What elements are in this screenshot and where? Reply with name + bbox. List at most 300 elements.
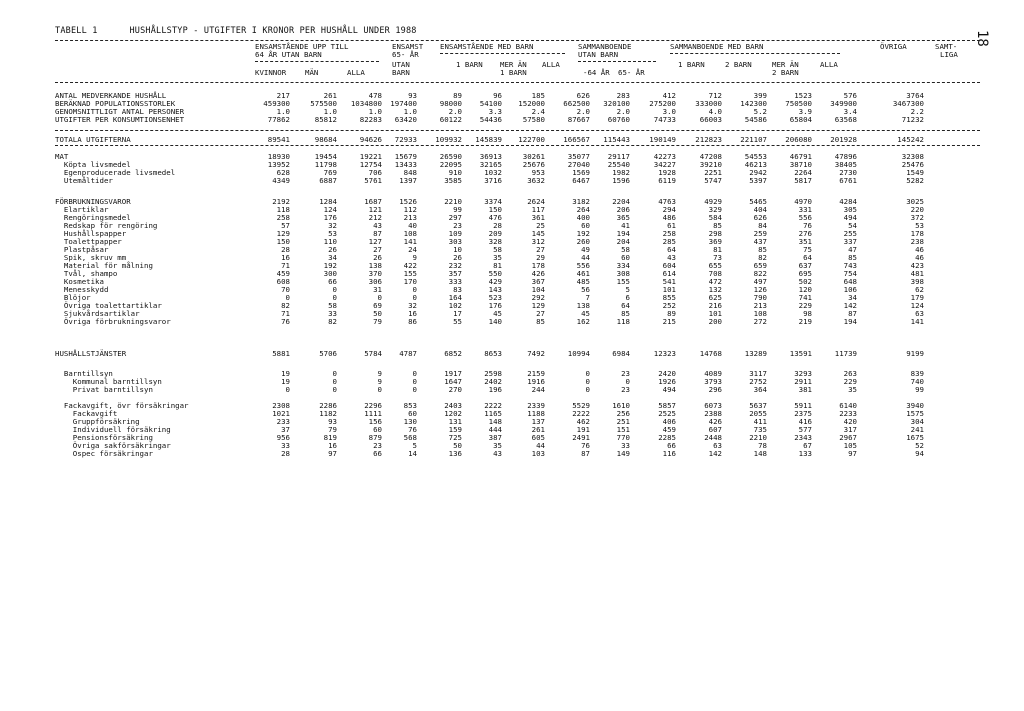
table-cell: 3716 — [484, 176, 502, 185]
table-cell: 35 — [493, 441, 502, 450]
table-cell: 5857 — [658, 401, 676, 410]
table-cell: 361 — [531, 213, 545, 222]
table-cell: 5465 — [749, 197, 767, 206]
table-cell: 1111 — [364, 409, 382, 418]
table-cell: 69 — [373, 301, 382, 310]
table-cell: 52 — [915, 441, 924, 450]
table-cell: 89 — [667, 309, 676, 318]
table-cell: 270 — [448, 385, 462, 394]
table-cell: 308 — [616, 269, 630, 278]
table-cell: 66003 — [699, 115, 722, 124]
table-cell: 372 — [910, 213, 924, 222]
table-cell: 252 — [662, 301, 676, 310]
header-age-65: 65- ÅR — [618, 68, 645, 77]
table-cell: 1523 — [794, 91, 812, 100]
table-cell: 0 — [412, 293, 417, 302]
table-cell: 4089 — [704, 369, 722, 378]
table-cell: 3632 — [527, 176, 545, 185]
row-label: FÖRBRUKNINGSVAROR — [55, 197, 131, 206]
table-cell: 604 — [662, 261, 676, 270]
table-cell: 217 — [276, 91, 290, 100]
table-cell: 63 — [713, 441, 722, 450]
table-cell: 87 — [581, 449, 590, 458]
table-cell: 178 — [531, 261, 545, 270]
table-cell: 44 — [536, 441, 545, 450]
table-cell: 57 — [281, 221, 290, 230]
row-label: Fackavgift, övr försäkringar — [55, 401, 189, 410]
table-cell: 43 — [373, 221, 382, 230]
table-cell: 6073 — [704, 401, 722, 410]
table-cell: 2730 — [839, 168, 857, 177]
row-label: Redskap för rengöring — [55, 221, 158, 230]
table-cell: 14768 — [699, 349, 722, 358]
table-cell: 406 — [662, 417, 676, 426]
table-cell: 478 — [368, 91, 382, 100]
table-cell: 124 — [910, 301, 924, 310]
table-cell: 275200 — [649, 99, 676, 108]
table-cell: 3467300 — [892, 99, 924, 108]
table-cell: 2210 — [749, 433, 767, 442]
table-cell: 283 — [616, 91, 630, 100]
table-cell: 117 — [531, 205, 545, 214]
table-cell: 541 — [662, 277, 676, 286]
table-row — [55, 386, 985, 394]
table-cell: 19 — [281, 377, 290, 386]
table-cell: 194 — [616, 229, 630, 238]
table-cell: 156 — [368, 417, 382, 426]
table-cell: 556 — [576, 261, 590, 270]
table-cell: 109 — [448, 229, 462, 238]
table-cell: 822 — [753, 269, 767, 278]
table-cell: 38710 — [789, 160, 812, 169]
page-title: TABELL 1 HUSHÅLLSTYP - UTGIFTER I KRONOR PER HUSHÅLL UNDER 1988 — [55, 26, 417, 36]
table-cell: 131 — [448, 417, 462, 426]
table-cell: 305 — [843, 205, 857, 214]
table-cell: 85 — [758, 245, 767, 254]
table-cell: 5881 — [272, 349, 290, 358]
table-cell: 2308 — [272, 401, 290, 410]
table-cell: 3585 — [444, 176, 462, 185]
table-cell: 34 — [328, 253, 337, 262]
table-cell: 15679 — [394, 152, 417, 161]
table-cell: 2.0 — [616, 107, 630, 116]
table-cell: 725 — [448, 433, 462, 442]
table-cell: 0 — [332, 369, 337, 378]
table-cell: 5706 — [319, 349, 337, 358]
table-cell: 494 — [662, 385, 676, 394]
row-label: Tvål, shampo — [55, 269, 118, 278]
table-cell: 19454 — [314, 152, 337, 161]
header-total-2: LIGA — [940, 50, 958, 59]
table-row — [55, 246, 985, 254]
table-cell: 662500 — [563, 99, 590, 108]
table-cell: 2375 — [794, 409, 812, 418]
table-cell: 33 — [281, 441, 290, 450]
table-cell: 2942 — [749, 168, 767, 177]
table-cell: 261 — [531, 425, 545, 434]
table-cell: 0 — [332, 293, 337, 302]
table-cell: 103 — [531, 449, 545, 458]
table-cell: 229 — [798, 301, 812, 310]
row-label: Menesskydd — [55, 285, 109, 294]
table-cell: 35 — [493, 253, 502, 262]
table-cell: 462 — [576, 417, 590, 426]
table-cell: 296 — [708, 385, 722, 394]
table-cell: 0 — [377, 293, 382, 302]
table-cell: 96 — [493, 91, 502, 100]
table-cell: 185 — [531, 91, 545, 100]
table-cell: 82283 — [359, 115, 382, 124]
table-cell: 99 — [453, 205, 462, 214]
table-cell: 10 — [453, 245, 462, 254]
table-cell: 576 — [843, 91, 857, 100]
table-cell: 127 — [368, 237, 382, 246]
table-cell: 2222 — [484, 401, 502, 410]
table-cell: 706 — [368, 168, 382, 177]
table-cell: 0 — [585, 377, 590, 386]
table-cell: 1926 — [658, 377, 676, 386]
table-cell: 4970 — [794, 197, 812, 206]
table-cell: 297 — [448, 213, 462, 222]
table-cell: 6984 — [612, 349, 630, 358]
table-cell: 194 — [843, 317, 857, 326]
table-cell: 399 — [753, 91, 767, 100]
table-cell: 78 — [758, 441, 767, 450]
table-cell: 367 — [531, 277, 545, 286]
table-cell: 1916 — [527, 377, 545, 386]
table-cell: 626 — [576, 91, 590, 100]
table-cell: 5637 — [749, 401, 767, 410]
table-cell: 105 — [843, 441, 857, 450]
table-cell: 2752 — [749, 377, 767, 386]
table-cell: 750500 — [785, 99, 812, 108]
table-cell: 1575 — [906, 409, 924, 418]
table-cell: 625 — [708, 293, 722, 302]
table-cell: 17 — [453, 309, 462, 318]
table-cell: 89 — [453, 91, 462, 100]
table-cell: 3.9 — [798, 107, 812, 116]
table-cell: 2055 — [749, 409, 767, 418]
row-label: Hushållspapper — [55, 229, 127, 238]
table-cell: 27 — [536, 245, 545, 254]
table-cell: 1397 — [399, 176, 417, 185]
header-men: MÄN — [305, 68, 319, 77]
table-cell: 132 — [708, 285, 722, 294]
table-cell: 2286 — [319, 401, 337, 410]
table-cell: 8653 — [484, 349, 502, 358]
table-cell: 192 — [576, 229, 590, 238]
table-cell: 77862 — [267, 115, 290, 124]
table-cell: 30261 — [522, 152, 545, 161]
table-cell: 60760 — [607, 115, 630, 124]
table-cell: 16 — [408, 309, 417, 318]
table-cell: 855 — [662, 293, 676, 302]
table-cell: 472 — [708, 277, 722, 286]
table-cell: 476 — [488, 213, 502, 222]
table-cell: 485 — [576, 277, 590, 286]
table-cell: 1917 — [444, 369, 462, 378]
header-all-2: ALLA — [542, 60, 560, 69]
table-cell: 13289 — [744, 349, 767, 358]
table-cell: 66 — [328, 277, 337, 286]
table-cell: 329 — [708, 205, 722, 214]
table-cell: 126 — [753, 285, 767, 294]
table-cell: 13952 — [267, 160, 290, 169]
table-cell: 4929 — [704, 197, 722, 206]
table-cell: 3764 — [906, 91, 924, 100]
table-cell: 43 — [667, 253, 676, 262]
table-cell: 82 — [328, 317, 337, 326]
table-cell: 12754 — [359, 160, 382, 169]
table-cell: 54436 — [479, 115, 502, 124]
table-cell: 23 — [453, 221, 462, 230]
table-cell: 76 — [408, 425, 417, 434]
table-cell: 4763 — [658, 197, 676, 206]
table-cell: 304 — [910, 417, 924, 426]
table-cell: 133 — [798, 449, 812, 458]
table-cell: 53 — [328, 229, 337, 238]
table-cell: 63 — [915, 309, 924, 318]
table-cell: 398 — [910, 277, 924, 286]
table-cell: 4.0 — [708, 107, 722, 116]
table-cell: 486 — [662, 213, 676, 222]
table-cell: 71 — [281, 309, 290, 318]
table-cell: 42273 — [653, 152, 676, 161]
table-cell: 2624 — [527, 197, 545, 206]
table-cell: 712 — [708, 91, 722, 100]
table-cell: 261 — [323, 91, 337, 100]
table-cell: 204 — [616, 237, 630, 246]
table-cell: 16 — [281, 253, 290, 262]
table-cell: 82 — [758, 253, 767, 262]
header-two-children: 2 BARN — [725, 60, 752, 69]
row-label: Sjukvårdsartiklar — [55, 309, 140, 318]
table-cell: 32165 — [479, 160, 502, 169]
header-divider — [55, 82, 980, 83]
row-label: Privat barntillsyn — [55, 385, 153, 394]
table-cell: 437 — [753, 237, 767, 246]
table-cell: 2296 — [364, 401, 382, 410]
table-cell: 213 — [753, 301, 767, 310]
table-cell: 104 — [531, 285, 545, 294]
table-cell: 192 — [323, 261, 337, 270]
table-cell: 82 — [281, 301, 290, 310]
table-cell: 29 — [536, 253, 545, 262]
table-cell: 85 — [536, 317, 545, 326]
table-cell: 0 — [332, 385, 337, 394]
table-cell: 26 — [373, 253, 382, 262]
table-cell: 60 — [408, 409, 417, 418]
table-cell: 607 — [708, 425, 722, 434]
header-single-old-without: UTAN — [392, 60, 410, 69]
table-cell: 754 — [843, 269, 857, 278]
table-cell: 357 — [448, 269, 462, 278]
table-cell: 3.0 — [662, 107, 676, 116]
table-cell: 251 — [616, 417, 630, 426]
table-cell: 1.0 — [276, 107, 290, 116]
table-cell: 129 — [276, 229, 290, 238]
table-cell: 364 — [753, 385, 767, 394]
table-cell: 2204 — [612, 197, 630, 206]
table-cell: 85 — [848, 253, 857, 262]
table-cell: 58 — [328, 301, 337, 310]
table-cell: 145242 — [897, 135, 924, 144]
table-cell: 23 — [373, 441, 382, 450]
row-label: Utemåltider — [55, 176, 113, 185]
table-cell: 60 — [373, 425, 382, 434]
table-cell: 2.2 — [910, 107, 924, 116]
table-cell: 2264 — [794, 168, 812, 177]
table-cell: 166567 — [563, 135, 590, 144]
table-cell: 26 — [328, 245, 337, 254]
table-cell: 62 — [915, 285, 924, 294]
table-cell: 3293 — [794, 369, 812, 378]
table-cell: 97 — [848, 449, 857, 458]
table-cell: 33 — [328, 309, 337, 318]
table-cell: 32308 — [901, 152, 924, 161]
table-cell: 50 — [373, 309, 382, 318]
table-cell: 0 — [585, 385, 590, 394]
table-cell: 56 — [581, 285, 590, 294]
table-cell: 35077 — [567, 152, 590, 161]
table-cell: 1526 — [399, 197, 417, 206]
header-all-3: ALLA — [820, 60, 838, 69]
table-cell: 1687 — [364, 197, 382, 206]
table-cell: 2192 — [272, 197, 290, 206]
table-cell: 63420 — [394, 115, 417, 124]
table-cell: 179 — [910, 293, 924, 302]
table-cell: 142 — [708, 449, 722, 458]
table-cell: 110 — [323, 237, 337, 246]
table-cell: 65804 — [789, 115, 812, 124]
table-cell: 57580 — [522, 115, 545, 124]
table-cell: 35 — [848, 385, 857, 394]
table-cell: 481 — [910, 269, 924, 278]
table-cell: 5 — [412, 441, 417, 450]
table-cell: 79 — [328, 425, 337, 434]
table-cell: 150 — [488, 205, 502, 214]
table-cell: 72933 — [394, 135, 417, 144]
table-cell: 0 — [285, 385, 290, 394]
table-cell: 404 — [753, 205, 767, 214]
table-cell: 71232 — [901, 115, 924, 124]
table-cell: 40 — [408, 221, 417, 230]
table-cell: 365 — [616, 213, 630, 222]
table-cell: 145839 — [475, 135, 502, 144]
row-label: Kommunal barntillsyn — [55, 377, 162, 386]
table-cell: 659 — [753, 261, 767, 270]
row-label: Köpta livsmedel — [55, 160, 131, 169]
table-cell: 85 — [713, 221, 722, 230]
table-cell: 106 — [843, 285, 857, 294]
table-cell: 81 — [493, 261, 502, 270]
table-cell: 790 — [753, 293, 767, 302]
table-cell: 219 — [798, 317, 812, 326]
table-cell: 85812 — [314, 115, 337, 124]
table-cell: 9199 — [906, 349, 924, 358]
table-cell: 27 — [536, 309, 545, 318]
table-cell: 695 — [798, 269, 812, 278]
table-cell: 272 — [753, 317, 767, 326]
table-cell: 58 — [493, 245, 502, 254]
table-cell: 459300 — [263, 99, 290, 108]
table-cell: 426 — [708, 417, 722, 426]
table-cell: 3117 — [749, 369, 767, 378]
summary-divider — [55, 130, 980, 131]
table-cell: 130 — [403, 417, 417, 426]
header-single-old-age: 65- ÅR — [392, 50, 419, 59]
table-cell: 2491 — [572, 433, 590, 442]
table-cell: 50 — [453, 441, 462, 450]
table-cell: 67 — [803, 441, 812, 450]
table-cell: 155 — [403, 269, 417, 278]
row-label: Kosmetika — [55, 277, 104, 286]
table-cell: 584 — [708, 213, 722, 222]
table-cell: 3.4 — [843, 107, 857, 116]
table-cell: 741 — [798, 293, 812, 302]
header-two-children-2: 2 BARN — [772, 68, 799, 77]
table-cell: 1610 — [612, 401, 630, 410]
table-cell: 76 — [281, 317, 290, 326]
table-cell: 27040 — [567, 160, 590, 169]
table-cell: 1596 — [612, 176, 630, 185]
table-cell: 108 — [403, 229, 417, 238]
table-cell: 89541 — [267, 135, 290, 144]
table-cell: 426 — [531, 269, 545, 278]
row-label: HUSHÅLLSTJÄNSTER — [55, 349, 127, 358]
table-row — [55, 318, 985, 326]
table-cell: 655 — [708, 261, 722, 270]
table-cell: 2598 — [484, 369, 502, 378]
row-label: BERÄKNAD POPULATIONSSTORLEK — [55, 99, 176, 108]
table-cell: 93 — [408, 91, 417, 100]
table-cell: 28 — [281, 245, 290, 254]
table-cell: 19221 — [359, 152, 382, 161]
table-cell: 429 — [488, 277, 502, 286]
table-cell: 1032 — [484, 168, 502, 177]
table-cell: 0 — [285, 293, 290, 302]
table-cell: 162 — [576, 317, 590, 326]
table-cell: 1021 — [272, 409, 290, 418]
table-cell: 60 — [621, 253, 630, 262]
table-cell: 637 — [798, 261, 812, 270]
table-cell: 5817 — [794, 176, 812, 185]
table-cell: 6 — [625, 293, 630, 302]
table-row — [55, 214, 985, 222]
table-cell: 370 — [368, 269, 382, 278]
row-label: GENOMSNITTLIGT ANTAL PERSONER — [55, 107, 185, 116]
table-cell: 5529 — [572, 401, 590, 410]
table-cell: 191 — [576, 425, 590, 434]
table-cell: 6119 — [658, 176, 676, 185]
table-cell: 73 — [713, 253, 722, 262]
table-cell: 3940 — [906, 401, 924, 410]
header-single-old: ENSAMST — [392, 42, 424, 51]
table-cell: 25476 — [901, 160, 924, 169]
table-cell: 79 — [373, 317, 382, 326]
table-cell: 2343 — [794, 433, 812, 442]
table-cell: 11739 — [834, 349, 857, 358]
table-cell: 292 — [531, 293, 545, 302]
table-cell: 229 — [843, 377, 857, 386]
table-cell: 37 — [281, 425, 290, 434]
table-cell: 260 — [576, 237, 590, 246]
table-cell: 138 — [368, 261, 382, 270]
table-cell: 9 — [377, 369, 382, 378]
table-cell: 93 — [328, 417, 337, 426]
table-cell: 910 — [448, 168, 462, 177]
row-label: Individuell försäkring — [55, 425, 171, 434]
